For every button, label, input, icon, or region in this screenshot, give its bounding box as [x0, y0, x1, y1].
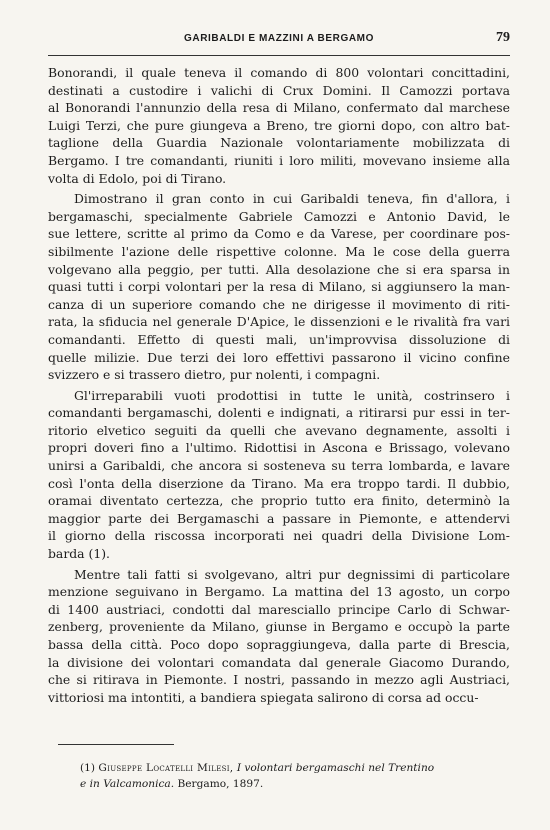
text-line: menzione seguivano in Bergamo. La mattina del 13 agosto, un corpo — [48, 584, 510, 600]
text-line: vittoriosi ma intontiti, a bandiera spiegata salirono di corsa ad occu- — [48, 689, 479, 705]
text-line: al Bonorandi l'annunzio della resa di Milano, confermato dal marchese — [48, 100, 510, 116]
text-line: rata, la sfiducia nel generale D'Apice, le dissenzioni e le rivalità fra vari — [48, 314, 510, 330]
text-line: zenberg, proveniente da Milano, giunse in Bergamo e occupò la parte — [48, 619, 510, 635]
text-line: Dimostrano il gran conto in cui Garibaldi teneva, fin d'allora, i — [74, 191, 510, 207]
text-line: barda (1). — [48, 546, 110, 562]
page-header — [48, 30, 510, 56]
text-line: unirsi a Garibaldi, che ancora si sosteneva su terra lombarda, e lavare — [48, 458, 510, 474]
text-line: comandanti. Effetto di questi mali, un'improvvisa dissoluzione di — [48, 331, 510, 347]
text-line: che si ritirava in Piemonte. I nostri, passando in mezzo agli Austriaci, — [48, 672, 510, 688]
body-text — [48, 64, 510, 709]
text-line: canza di un superiore comando che ne dirigesse il movimento di riti- — [48, 296, 510, 312]
text-line: Mentre tali fatti si svolgevano, altri pur degnissimi di particolare — [74, 566, 510, 582]
footnote-line-2 — [80, 776, 516, 792]
text-line: Bergamo. I tre comandanti, riuniti i loro militi, movevano insieme alla — [48, 152, 510, 168]
footnote-rule — [58, 744, 174, 745]
footnote-marker: (1) — [80, 762, 96, 774]
text-line: di 1400 austriaci, condotti dal maresciallo principe Carlo di Schwar- — [48, 601, 510, 617]
footnote-publisher: Bergamo, 1897. — [177, 778, 264, 790]
paragraph — [48, 566, 510, 707]
text-line: quasi tutti i corpi volontari per la resa di Milano, si aggiunsero la man- — [48, 279, 510, 295]
page-number: 79 — [496, 30, 510, 45]
footnote-line-1 — [80, 760, 516, 776]
footnote — [80, 760, 516, 792]
footnote-author: Giuseppe Locatelli Milesi, — [98, 762, 234, 774]
text-line: la divisione dei volontari comandata dal generale Giacomo Durando, — [48, 654, 510, 670]
text-line: comandanti bergamaschi, dolenti e indignati, a ritirarsi pur essi in ter- — [48, 405, 510, 421]
text-line: bergamaschi, specialmente Gabriele Camozzi e Antonio David, le — [48, 208, 510, 224]
text-line: propri doveri fino a l'ultimo. Ridottisi in Ascona e Brissago, volevano — [48, 440, 510, 456]
text-line: volta di Edolo, poi di Tirano. — [48, 170, 227, 186]
paragraph — [48, 190, 510, 384]
text-line: Luigi Terzi, che pure giungeva a Breno, tre giorni dopo, con altro bat- — [48, 117, 510, 133]
text-line: taglione della Guardia Nazionale volontariamente mobilizzata di — [48, 135, 510, 151]
text-line: maggior parte dei Bergamaschi a passare in Piemonte, e attendervi — [48, 510, 510, 526]
text-line: volgevano alla peggio, per tutti. Alla desolazione che si era sparsa in — [48, 261, 510, 277]
text-line: Bonorandi, il quale teneva il comando di 800 volontari concittadini, — [48, 65, 510, 80]
text-line: sibilmente l'azione delle rispettive colonne. Ma le cose della guerra — [48, 243, 510, 259]
text-line: oramai diventato certezza, che proprio tutto era finito, determinò la — [48, 493, 510, 509]
footnote-title-part-2: e in Valcamonica. — [80, 778, 175, 790]
running-head: GARIBALDI E MAZZINI A BERGAMO — [184, 33, 374, 44]
text-line: bassa della città. Poco dopo sopraggiungeva, dalla parte di Brescia, — [48, 637, 510, 652]
text-line: destinati a custodire i valichi di Crux Domini. Il Camozzi portava — [48, 82, 510, 98]
text-line: svizzero e si trassero dietro, pur nolenti, i compagni. — [48, 367, 381, 383]
text-line: così l'onta della diserzione da Tirano. Ma era troppo tardi. Il dubbio, — [48, 475, 510, 491]
text-line: ritorio elvetico seguiti da quelli che avevano degnamente, assolti i — [48, 422, 510, 438]
footnote-title-part-1: I volontari bergamaschi nel Trentino — [236, 762, 435, 774]
text-line: sue lettere, scritte al primo da Como e da Varese, per coordinare pos- — [48, 226, 510, 242]
paragraph — [48, 64, 510, 187]
text-line: il giorno della riscossa incorporati nei quadri della Divisione Lom- — [48, 528, 510, 544]
text-line: Gl'irreparabili vuoti prodottisi in tutte le unità, costrinsero i — [74, 387, 510, 403]
text-line: quelle milizie. Due terzi dei loro effettivi passarono il vicino confine — [48, 349, 510, 365]
paragraph — [48, 387, 510, 563]
